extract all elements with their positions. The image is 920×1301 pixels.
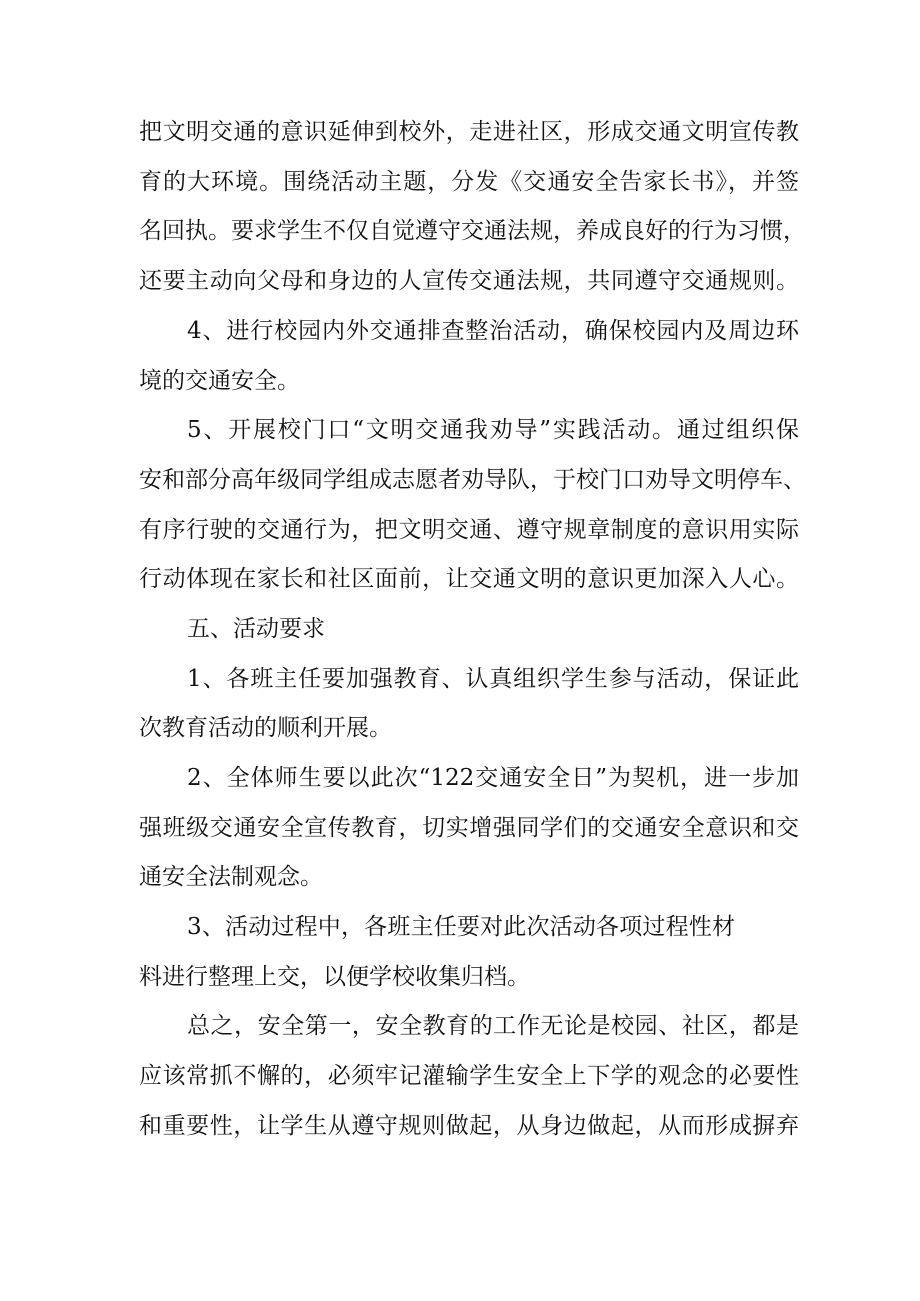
text-line: 把文明交通的意识延伸到校外，走进社区，形成交通文明宣传教 — [139, 119, 799, 145]
text-line: 名回执。要求学生不仅自觉遵守交通法规，养成良好的行为习惯， — [139, 218, 806, 244]
text-line: 5、开展校门口“文明交通我劝导”实践活动。通过组织保 — [187, 417, 799, 443]
text-line: 强班级交通安全宣传教育，切实增强同学们的交通安全意识和交 — [139, 815, 799, 841]
text-line: 3、活动过程中，各班主任要对此次活动各项过程性材 — [187, 914, 735, 940]
text-line: 通安全法制观念。 — [139, 864, 323, 890]
text-line: 料进行整理上交，以便学校收集归档。 — [139, 964, 530, 990]
text-line: 总之，安全第一，安全教育的工作无论是校园、社区，都是 — [187, 1013, 799, 1039]
text-line: 应该常抓不懈的，必须牢记灌输学生安全上下学的观念的必要性 — [139, 1063, 799, 1089]
text-line: 次教育活动的顺利开展。 — [139, 715, 392, 741]
text-line: 还要主动向父母和身边的人宣传交通法规，共同遵守交通规则。 — [139, 268, 799, 294]
text-line: 1、各班主任要加强教育、认真组织学生参与活动，保证此 — [187, 666, 799, 692]
text-line: 和重要性，让学生从遵守规则做起，从身边做起，从而形成摒弃 — [139, 1113, 799, 1139]
section-heading: 五、活动要求 — [187, 616, 325, 642]
text-line: 境的交通安全。 — [139, 368, 300, 394]
text-line: 育的大环境。围绕活动主题，分发《交通安全告家长书》，并签 — [139, 169, 799, 195]
text-line: 有序行驶的交通行为，把文明交通、遵守规章制度的意识用实际 — [139, 517, 799, 543]
text-line: 安和部分高年级同学组成志愿者劝导队，于校门口劝导文明停车、 — [139, 467, 806, 493]
text-line: 2、全体师生要以此次“122交通安全日”为契机，进一步加 — [187, 765, 799, 791]
text-line: 行动体现在家长和社区面前，让交通文明的意识更加深入人心。 — [139, 566, 799, 592]
text-line: 4、进行校园内外交通排查整治活动，确保校园内及周边环 — [187, 318, 799, 344]
